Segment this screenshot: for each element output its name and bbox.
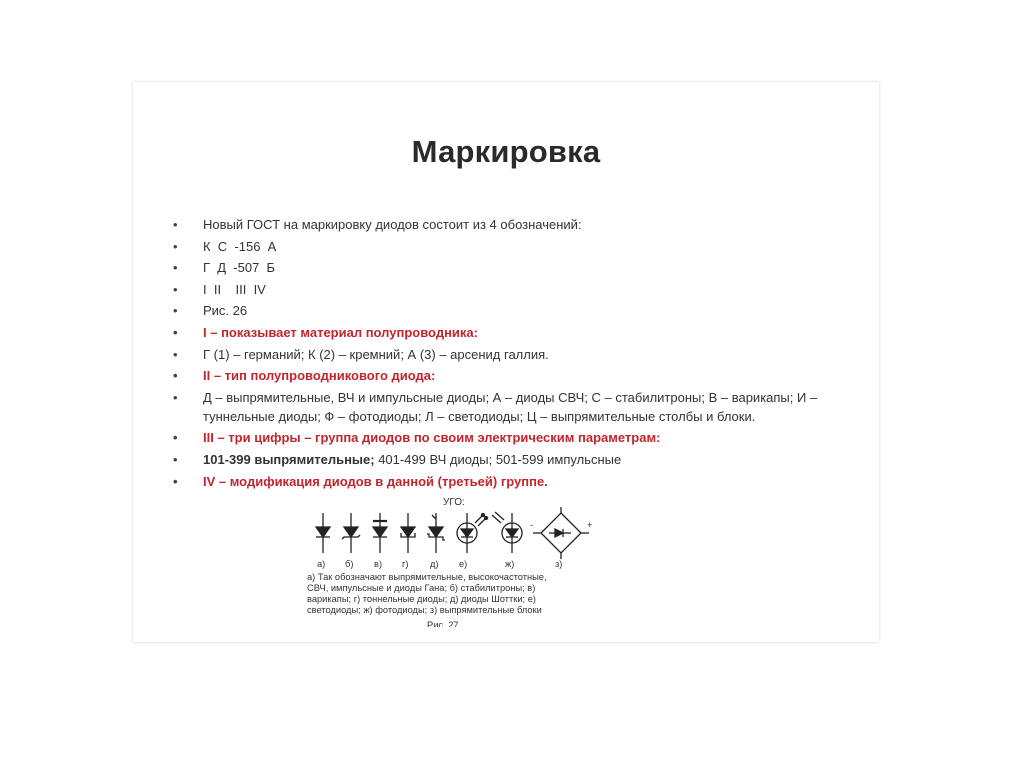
caption-line: а) Так обозначают выпрямительные, высокочастотные,	[307, 572, 547, 582]
figure-labels	[317, 559, 562, 569]
minus-sign: -	[530, 520, 534, 530]
diode-icon	[316, 513, 330, 553]
figure-reference: Рис. 27	[427, 620, 459, 627]
list-item: • Д – выпрямительные, ВЧ и импульсные диоды; А – диоды СВЧ; С – стабилитроны; В – варикапы; И – туннельные диоды; Ф – фотодиоды; Л – светодиоды; Ц – выпрямительные столбы и блоки.	[173, 388, 853, 426]
list-item: • Г (1) – германий; К (2) – кремний; А (3) – арсенид галлия.	[173, 345, 853, 364]
slide-title: Маркировка	[411, 134, 601, 169]
led-icon	[457, 513, 488, 553]
list-item-heading: • I – показывает материал полупроводника:	[173, 323, 853, 342]
label-a: а)	[317, 559, 326, 569]
label-v: в)	[374, 559, 383, 569]
label-zh: ж)	[505, 559, 515, 569]
label-g: г)	[402, 559, 409, 569]
slide	[133, 82, 879, 642]
list-item-heading: • IV – модификация диодов в данной (третьей) группе.	[173, 472, 853, 491]
caption-line: варикапы; г) тоннельные диоды; д) диоды Шоттки; е)	[307, 594, 536, 604]
bullet-list	[173, 215, 853, 493]
schottky-diode-icon	[427, 513, 445, 553]
plus-sign: +	[587, 520, 593, 530]
list-item: • К С -156 А	[173, 237, 853, 256]
photodiode-icon	[492, 512, 522, 553]
label-e: е)	[459, 559, 468, 569]
list-item-heading: • II – тип полупроводникового диода:	[173, 366, 853, 385]
label-b: б)	[345, 559, 354, 569]
label-z: з)	[555, 559, 563, 569]
list-item: • I II III IV	[173, 280, 853, 299]
caption-line: светодиоды; ж) фотодиоды; з) выпрямительные блоки	[307, 605, 542, 615]
bold-fragment: 101-399 выпрямительные;	[203, 451, 375, 467]
bridge-rectifier-icon	[533, 507, 589, 559]
tunnel-diode-icon	[401, 513, 415, 553]
list-item	[173, 450, 853, 469]
figure-heading: УГО:	[443, 497, 465, 508]
caption-line: СВЧ, импульсные и диоды Ганa; б) стабилитроны; в)	[307, 583, 536, 593]
list-item: • Рис. 26	[173, 301, 853, 320]
text-fragment: 401-499 ВЧ диоды; 501-599 импульсные	[374, 451, 622, 467]
diode-symbols-figure	[305, 495, 605, 627]
zener-diode-icon	[342, 513, 360, 553]
list-item-heading: • III – три цифры – группа диодов по своим электрическим параметрам:	[173, 428, 853, 447]
list-item: • Новый ГОСТ на маркировку диодов состоит из 4 обозначений:	[173, 215, 853, 234]
list-item: • Г Д -507 Б	[173, 258, 853, 277]
varicap-icon	[373, 513, 387, 553]
label-d: д)	[430, 559, 439, 569]
